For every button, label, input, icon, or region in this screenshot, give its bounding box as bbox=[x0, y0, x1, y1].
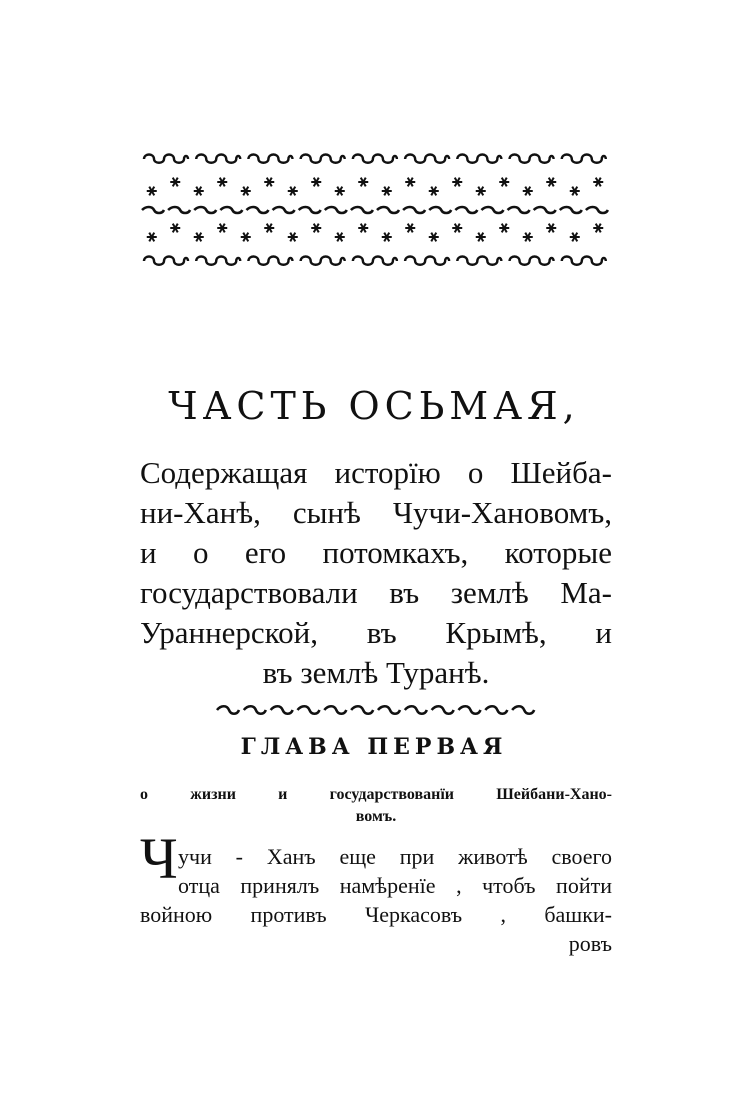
wave-ornament-icon bbox=[140, 205, 610, 215]
chapter-heading: ГЛАВА ПЕРВАЯ bbox=[240, 734, 508, 760]
part-subtitle bbox=[140, 453, 612, 693]
scroll-ornament-icon bbox=[140, 152, 610, 166]
subtitle-line: и о его потомкахъ, которые bbox=[140, 535, 612, 570]
drop-cap: Ч bbox=[140, 826, 178, 891]
subtitle-line: ни-Ханѣ, сынѣ Чучи-Хановомъ, bbox=[140, 495, 612, 530]
subtitle-line: Содержащая исторїю о Шейба- bbox=[140, 455, 612, 490]
subtitle-line: въ землѣ Туранѣ. bbox=[262, 655, 490, 690]
subtitle-line: Ураннерской, въ Крымѣ, и bbox=[140, 615, 612, 650]
body-line: учи - Ханъ еще при животѣ своего bbox=[178, 844, 612, 869]
scroll-ornament-icon bbox=[140, 254, 610, 268]
wave-divider-icon bbox=[215, 704, 537, 716]
body-line: войною противъ Черкасовъ , башки- bbox=[140, 902, 612, 927]
chapter-summary bbox=[140, 784, 612, 828]
body-line: отца принялъ намѣренїе , чтобъ пойти bbox=[178, 873, 612, 898]
catchword: ровъ bbox=[568, 931, 612, 956]
subtitle-line: государствовали въ землѣ Ма- bbox=[140, 575, 612, 610]
chapter-summary-line: вомъ. bbox=[355, 808, 397, 825]
body-text bbox=[140, 826, 612, 958]
star-ornament-icon bbox=[140, 220, 610, 246]
star-ornament-icon bbox=[140, 174, 610, 200]
chapter-summary-line: о жизни и государствованїи Шейбани-Хано- bbox=[140, 786, 612, 803]
part-title: ЧАСТЬ ОСЬМАЯ, bbox=[168, 384, 580, 428]
